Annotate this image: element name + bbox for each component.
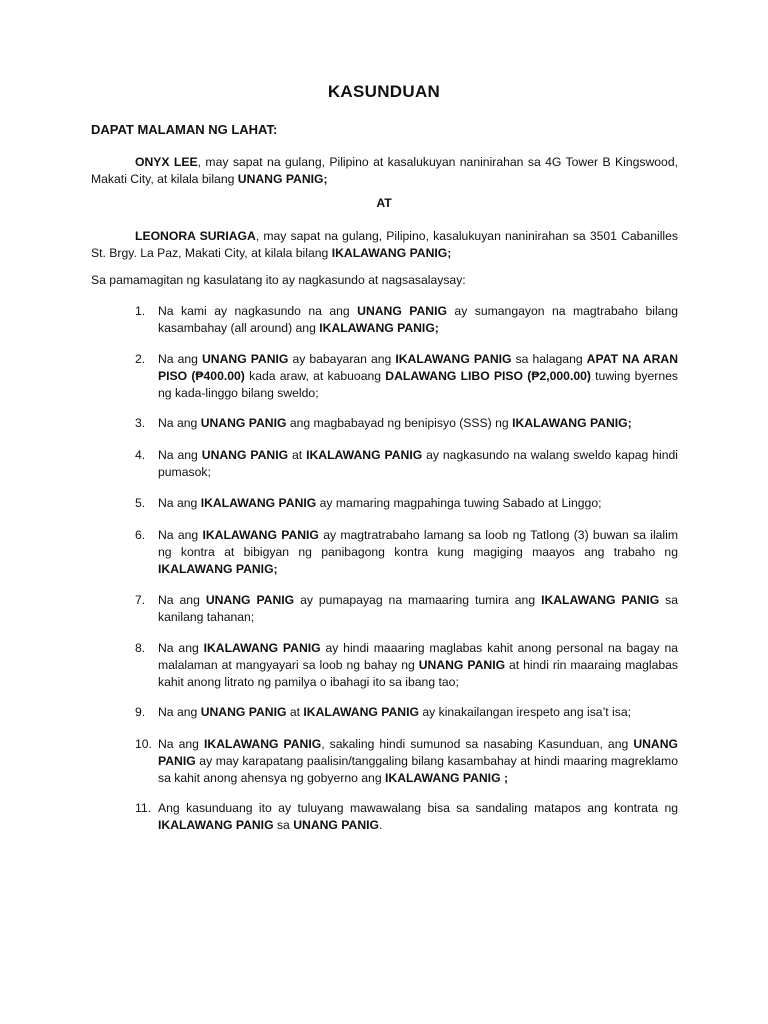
list-item-emphasis: UNANG PANIG [158, 737, 679, 768]
list-item-emphasis: IKALAWANG PANIG [306, 448, 423, 462]
list-item-segment: Na ang [158, 352, 202, 366]
first-party-label: UNANG PANIG; [237, 172, 328, 186]
list-item-emphasis: APAT NA ARAN PISO (₱400.00) [158, 352, 679, 383]
list-item-number: 2. [135, 352, 146, 366]
list-item-emphasis: IKALAWANG PANIG [200, 496, 317, 510]
list-item-emphasis: UNANG PANIG [293, 818, 379, 832]
list-item-emphasis: UNANG PANIG [200, 416, 287, 430]
list-item-emphasis: IKALAWANG PANIG [203, 641, 321, 655]
list-item-text [158, 303, 678, 337]
list-item-segment: ang magbabayad ng benipisyo (SSS) ng [286, 416, 513, 430]
list-item-emphasis: UNANG PANIG [418, 658, 506, 672]
document-title: KASUNDUAN [327, 82, 441, 101]
list-item-segment: Na ang [158, 416, 201, 430]
list-item [135, 704, 678, 721]
list-item-text [158, 447, 678, 481]
second-party-paragraph [91, 228, 678, 262]
list-item-number: 4. [135, 448, 146, 462]
list-item [135, 495, 678, 512]
list-item-emphasis: IKALAWANG PANIG [204, 737, 322, 751]
list-item-emphasis: UNANG PANIG [201, 352, 289, 366]
list-item-text [158, 527, 678, 578]
list-item-number: 11. [135, 801, 152, 815]
list-item-segment: ay nagkasundo na walang sweldo kapag hindi pumasok; [158, 448, 679, 479]
list-item [135, 447, 678, 481]
list-item-text [158, 704, 678, 721]
list-item-text [158, 495, 678, 512]
list-item [135, 415, 678, 432]
conjunction-at: AT [376, 196, 392, 210]
list-item-segment: sa halagang [511, 352, 587, 366]
list-item-segment: ay mamaring magpahinga tuwing Sabado at Linggo; [316, 496, 602, 510]
list-item-segment: ay kinakailangan irespeto ang isa’t isa; [418, 705, 632, 719]
first-party-text: , may sapat na gulang, Pilipino at kasalukuyan naninirahan sa 4G Tower B Kingswood, Makati City, at kilala bilang [91, 155, 678, 186]
list-item [135, 800, 678, 834]
list-item-emphasis: IKALAWANG PANIG [541, 593, 660, 607]
list-item-number: 1. [135, 304, 146, 318]
list-item-number: 3. [135, 416, 146, 430]
list-item-segment: Na ang [158, 528, 203, 542]
list-item-emphasis: DALAWANG LIBO PISO (₱2,000.00) [385, 369, 591, 383]
list-item-segment: Na ang [158, 641, 204, 655]
list-item [135, 592, 678, 626]
list-item [135, 351, 678, 402]
list-item-emphasis: IKALAWANG PANIG; [158, 562, 278, 576]
list-item-emphasis: UNANG PANIG [201, 448, 289, 462]
list-item-number: 5. [135, 496, 146, 510]
list-item-segment: ay hindi maaaring maglabas kahit anong personal na bagay na malalaman at mangyayari sa loob ng bahay ng [158, 641, 679, 672]
list-item-segment: ay babayaran ang [288, 352, 396, 366]
list-item-segment: , sakaling hindi sumunod sa nasabing Kasunduan, ang [321, 737, 634, 751]
list-item-emphasis: IKALAWANG PANIG [202, 528, 319, 542]
first-party-name: ONYX LEE [135, 155, 198, 169]
list-item-segment: at hindi rin maaraing maglabas kahit anong litrato ng pamilya o ibahagi ito sa ibang tao; [158, 658, 678, 689]
list-item-segment: Na ang [158, 448, 202, 462]
list-item-emphasis: IKALAWANG PANIG [395, 352, 512, 366]
list-item-emphasis: ; [500, 771, 509, 785]
list-item-segment: ay magtratrabaho lamang sa loob ng Tatlong (3) buwan sa ilalim ng kontra at bibigyan ng panibagong kontra kung magiging maayos ang trabaho ng [158, 528, 679, 559]
list-item-emphasis: IKALAWANG PANIG; [512, 416, 632, 430]
list-item-text [158, 415, 678, 432]
list-item-number: 8. [135, 641, 146, 655]
list-item-segment: Na ang [158, 593, 206, 607]
list-item-segment: tuwing byernes ng kada-linggo bilang sweldo; [158, 369, 678, 400]
list-item-text [158, 351, 678, 402]
intro-paragraph: Sa pamamagitan ng kasulatang ito ay nagkasundo at nagsasalaysay: [91, 273, 466, 287]
list-item-text [158, 800, 678, 834]
list-item-segment: Na kami ay nagkasundo na ang [158, 304, 358, 318]
list-item-segment: Na ang [158, 496, 201, 510]
list-item-number: 9. [135, 705, 146, 719]
list-item-segment: ay sumangayon na magtrabaho bilang kasambahay (all around) ang [158, 304, 678, 335]
list-item-number: 7. [135, 593, 146, 607]
list-item [135, 736, 678, 787]
list-item-segment: kada araw, at kabuoang [244, 369, 386, 383]
list-item-segment: ay may karapatang paalisin/tanggaling bilang kasambahay at hindi maaring magreklamo sa kahit anong ahensya ng gobyerno ang [158, 754, 678, 785]
list-item-emphasis: IKALAWANG PANIG [303, 705, 419, 719]
list-item-text [158, 592, 678, 626]
list-item [135, 640, 678, 691]
first-party-paragraph [91, 154, 678, 188]
list-item-emphasis: UNANG PANIG [200, 705, 287, 719]
list-item-segment: . [378, 818, 383, 832]
list-item-emphasis: IKALAWANG PANIG [385, 771, 501, 785]
second-party-text: , may sapat na gulang, Pilipino, kasalukuyan naninirahan sa 3501 Cabanilles St. Brgy. La Paz, Makati City, at kilala bilang [91, 229, 678, 260]
list-item-number: 6. [135, 528, 146, 542]
list-item-segment: at [286, 705, 304, 719]
list-item-emphasis: IKALAWANG PANIG [158, 818, 274, 832]
list-item-number: 10. [135, 737, 152, 751]
second-party-name: LEONORA SURIAGA [135, 229, 256, 243]
list-item-segment: at [288, 448, 307, 462]
list-item-emphasis: UNANG PANIG [205, 593, 295, 607]
document-heading: DAPAT MALAMAN NG LAHAT: [91, 122, 278, 137]
second-party-label: IKALAWANG PANIG; [331, 246, 452, 260]
list-item [135, 527, 678, 578]
list-item-segment: Na ang [158, 737, 205, 751]
list-item-emphasis: UNANG PANIG [357, 304, 447, 318]
list-item-segment: ay pumapayag na mamaaring tumira ang [294, 593, 542, 607]
list-item-segment: sa kanilang tahanan; [158, 593, 679, 624]
list-item-text [158, 640, 678, 691]
list-item-segment: Ang kasunduang ito ay tuluyang mawawalang bisa sa sandaling matapos ang kontrata ng [158, 801, 678, 815]
list-item-segment: Na ang [158, 705, 201, 719]
list-item-segment: sa [273, 818, 294, 832]
list-item-emphasis: IKALAWANG PANIG; [319, 321, 439, 335]
list-item-text [158, 736, 678, 787]
list-item [135, 303, 678, 337]
